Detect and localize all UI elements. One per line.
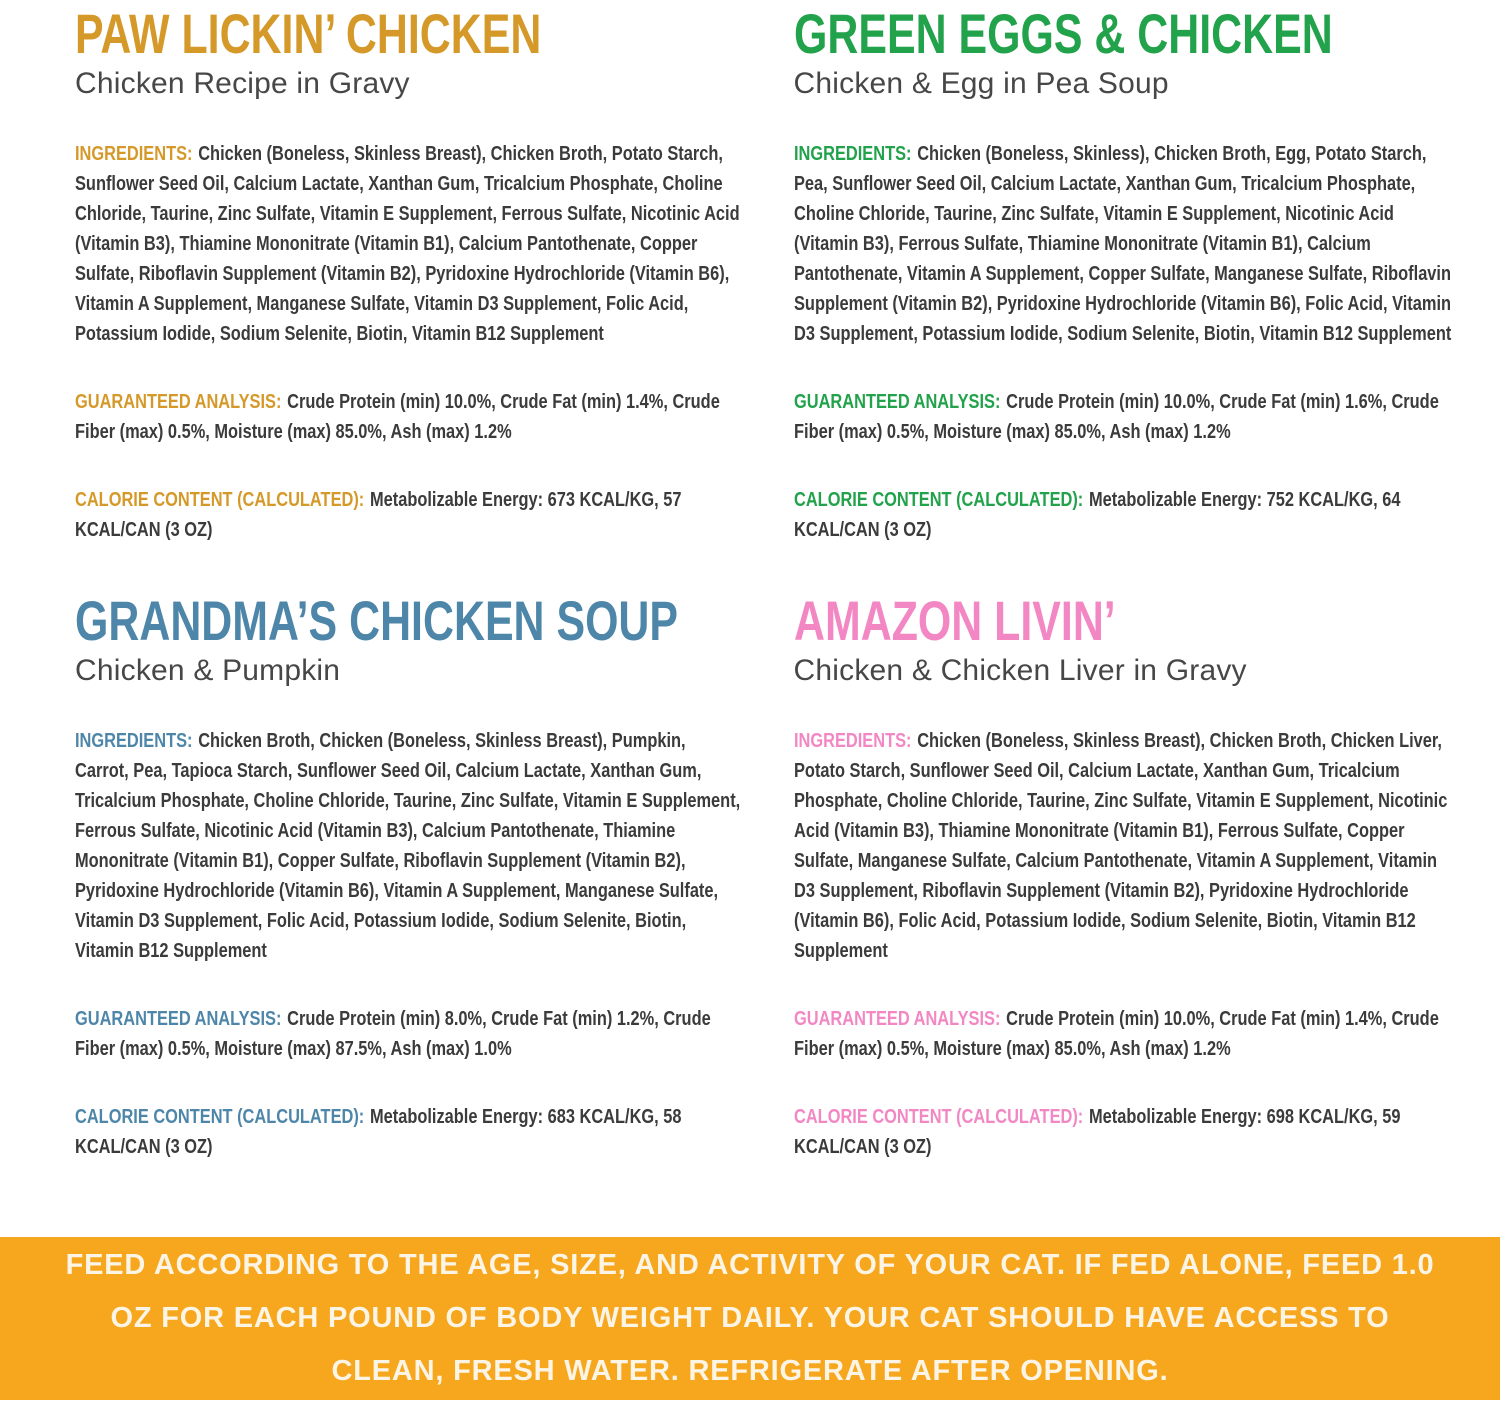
recipe-subtitle: Chicken & Egg in Pea Soup — [793, 67, 1169, 100]
calorie-content-paragraph — [794, 1102, 1460, 1162]
calorie-content-paragraph — [794, 485, 1460, 545]
ingredients-paragraph — [794, 726, 1460, 966]
ingredients-label: INGREDIENTS: — [75, 730, 193, 752]
ingredients-text: Chicken Broth, Chicken (Boneless, Skinless Breast), Pumpkin, Carrot, Pea, Tapioca Starch, Sunflower Seed Oil, Calcium Lactate, Xanthan Gum, Tricalcium Phosphate, Choline Chloride, Taurine, Zinc Sulfate, Vitamin E Supplement, Ferrous Sulfate, Nicotinic Acid (Vitamin B3), Calcium Pantothenate, Thiamine Mononitrate (Vitamin B1), Copper Sulfate, Riboflavin Supplement (Vitamin B2), Pyridoxine Hydrochloride (Vitamin B6), Vitamin A Supplement, Manganese Sulfate, Vitamin D3 Supplement, Folic Acid, Potassium Iodide, Sodium Selenite, Biotin, Vitamin B12 Supplement — [75, 730, 741, 962]
recipe-subtitle: Chicken Recipe in Gravy — [75, 67, 410, 100]
ingredients-label: INGREDIENTS: — [75, 143, 193, 165]
calorie-content-text: Metabolizable Energy: 698 KCAL/KG, 59 KCAL/CAN (3 OZ) — [793, 1106, 1401, 1158]
calorie-content-label: CALORIE CONTENT (CALCULATED): — [75, 1106, 365, 1128]
ingredients-text: Chicken (Boneless, Skinless Breast), Chicken Broth, Chicken Liver, Potato Starch, Sunflower Seed Oil, Calcium Lactate, Xanthan Gum, Tricalcium Phosphate, Choline Chloride, Taurine, Zinc Sulfate, Vitamin E Supplement, Nicotinic Acid (Vitamin B3), Thiamine Mononitrate (Vitamin B1), Ferrous Sulfate, Copper Sulfate, Manganese Sulfate, Calcium Pantothenate, Vitamin A Supplement, Vitamin D3 Supplement, Riboflavin Supplement (Vitamin B2), Pyridoxine Hydrochloride (Vitamin B6), Folic Acid, Potassium Iodide, Sodium Selenite, Biotin, Vitamin B12 Supplement — [793, 730, 1447, 962]
feeding-instructions-banner — [0, 1237, 1500, 1400]
calorie-content-label: CALORIE CONTENT (CALCULATED): — [75, 489, 365, 511]
recipe-subtitle: Chicken & Pumpkin — [75, 654, 341, 687]
recipe-title: PAW LICKIN’ CHICKEN — [75, 1, 542, 66]
recipe-panel-grandmas-chicken-soup — [75, 588, 742, 1162]
calorie-content-paragraph — [75, 1102, 741, 1162]
ingredients-paragraph — [75, 139, 741, 349]
recipe-panel-amazon-livin — [793, 588, 1461, 1162]
calorie-content-paragraph — [75, 485, 741, 545]
recipe-subtitle: Chicken & Chicken Liver in Gravy — [793, 654, 1247, 687]
recipe-title: AMAZON LIVIN’ — [793, 588, 1116, 653]
ingredients-text: Chicken (Boneless, Skinless), Chicken Broth, Egg, Potato Starch, Pea, Sunflower Seed Oil, Calcium Lactate, Xanthan Gum, Tricalcium Phosphate, Choline Chloride, Taurine, Zinc Sulfate, Vitamin E Supplement, Nicotinic Acid (Vitamin B3), Ferrous Sulfate, Thiamine Mononitrate (Vitamin B1), Calcium Pantothenate, Vitamin A Supplement, Copper Sulfate, Manganese Sulfate, Riboflavin Supplement (Vitamin B2), Pyridoxine Hydrochloride (Vitamin B6), Folic Acid, Vitamin D3 Supplement, Potassium Iodide, Sodium Selenite, Biotin, Vitamin B12 Supplement — [793, 143, 1451, 345]
guaranteed-analysis-text: Crude Protein (min) 8.0%, Crude Fat (min) 1.2%, Crude Fiber (max) 0.5%, Moisture (max) 87.5%, Ash (max) 1.0% — [75, 1008, 711, 1060]
calorie-content-text: Metabolizable Energy: 673 KCAL/KG, 57 KCAL/CAN (3 OZ) — [75, 489, 682, 541]
guaranteed-analysis-paragraph — [75, 1004, 741, 1064]
guaranteed-analysis-label: GUARANTEED ANALYSIS: — [75, 391, 282, 413]
ingredients-paragraph — [75, 726, 741, 966]
calorie-content-label: CALORIE CONTENT (CALCULATED): — [793, 1106, 1083, 1128]
recipe-panel-green-eggs-chicken — [793, 1, 1461, 545]
guaranteed-analysis-paragraph — [75, 387, 741, 447]
guaranteed-analysis-label: GUARANTEED ANALYSIS: — [75, 1008, 282, 1030]
recipe-title: GREEN EGGS & CHICKEN — [793, 1, 1333, 66]
guaranteed-analysis-paragraph — [794, 387, 1460, 447]
ingredients-label: INGREDIENTS: — [793, 143, 911, 165]
calorie-content-label: CALORIE CONTENT (CALCULATED): — [793, 489, 1083, 511]
ingredients-text: Chicken (Boneless, Skinless Breast), Chicken Broth, Potato Starch, Sunflower Seed Oil, Calcium Lactate, Xanthan Gum, Tricalcium Phosphate, Choline Chloride, Taurine, Zinc Sulfate, Vitamin E Supplement, Ferrous Sulfate, Nicotinic Acid (Vitamin B3), Thiamine Mononitrate (Vitamin B1), Calcium Pantothenate, Copper Sulfate, Riboflavin Supplement (Vitamin B2), Pyridoxine Hydrochloride (Vitamin B6), Vitamin A Supplement, Manganese Sulfate, Vitamin D3 Supplement, Folic Acid, Potassium Iodide, Sodium Selenite, Biotin, Vitamin B12 Supplement — [75, 143, 740, 345]
calorie-content-text: Metabolizable Energy: 752 KCAL/KG, 64 KCAL/CAN (3 OZ) — [793, 489, 1401, 541]
guaranteed-analysis-label: GUARANTEED ANALYSIS: — [793, 1008, 1000, 1030]
feeding-instructions-text: FEED ACCORDING TO THE AGE, SIZE, AND ACTIVITY OF YOUR CAT. IF FED ALONE, FEED 1.0 OZ FOR EACH POUND OF BODY WEIGHT DAILY. YOUR CAT SHOULD HAVE ACCESS TO CLEAN, FRESH WATER. REFRIGERATE AFTER OPENING. — [65, 1249, 1435, 1387]
recipe-panel-paw-lickin-chicken — [75, 1, 742, 545]
recipe-title: GRANDMA’S CHICKEN SOUP — [75, 588, 679, 653]
guaranteed-analysis-text: Crude Protein (min) 10.0%, Crude Fat (min) 1.4%, Crude Fiber (max) 0.5%, Moisture (max) 85.0%, Ash (max) 1.2% — [75, 391, 720, 443]
guaranteed-analysis-label: GUARANTEED ANALYSIS: — [793, 391, 1000, 413]
calorie-content-text: Metabolizable Energy: 683 KCAL/KG, 58 KCAL/CAN (3 OZ) — [75, 1106, 682, 1158]
ingredients-paragraph — [794, 139, 1460, 349]
guaranteed-analysis-text: Crude Protein (min) 10.0%, Crude Fat (min) 1.6%, Crude Fiber (max) 0.5%, Moisture (max) 85.0%, Ash (max) 1.2% — [793, 391, 1439, 443]
guaranteed-analysis-text: Crude Protein (min) 10.0%, Crude Fat (min) 1.4%, Crude Fiber (max) 0.5%, Moisture (max) 85.0%, Ash (max) 1.2% — [793, 1008, 1439, 1060]
ingredients-label: INGREDIENTS: — [793, 730, 911, 752]
guaranteed-analysis-paragraph — [794, 1004, 1460, 1064]
